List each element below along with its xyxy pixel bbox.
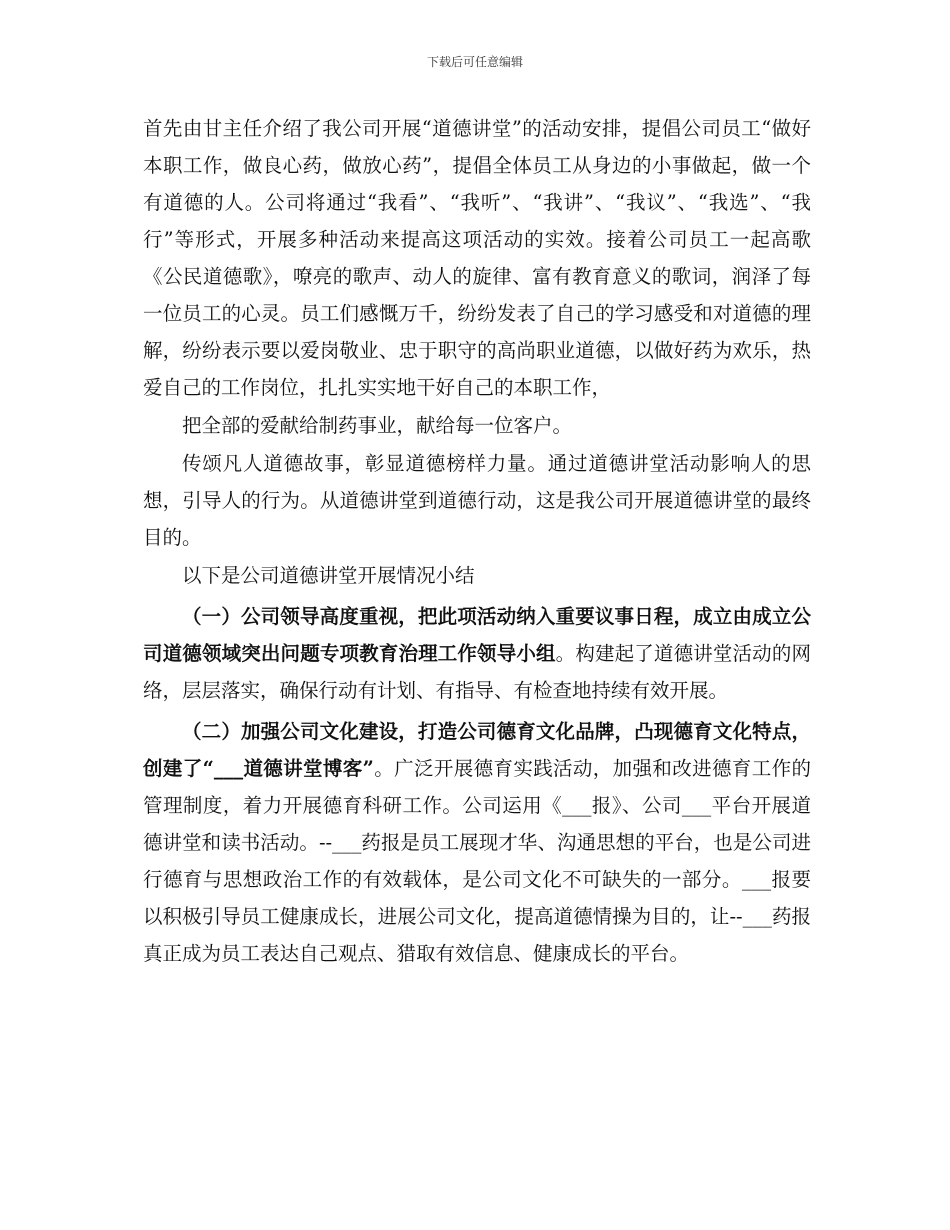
paragraph-moral-stories: 传颂凡人道德故事，彰显道德榜样力量。通过道德讲堂活动影响人的思想，引导人的行为。从道德讲堂到道德行动，这是我公司开展道德讲堂的最终目的。 — [143, 452, 811, 549]
paragraph-activity-intro: 首先由甘主任介绍了我公司开展“道德讲堂”的活动安排，提倡公司员工“做好本职工作，做良心药，做放心药”，提倡全体员工从身边的小事做起，做一个有道德的人。公司将通过“我看”、“我听”、“我讲”、“我议”、“我选”、“我行”等形式，开展多种活动来提高这项活动的实效。接着公司员工一起高歌《公民道德歌》，嘹亮的歌声、动人的旋律、富有教育意义的歌词，润泽了每一位员工的心灵。员工们感慨万千，纷纷发表了自己的学习感受和对道德的理解，纷纷表示要以爱岗敬业、忠于职守的高尚职业道德，以做好药为欢乐，热爱自己的工作岗位，扎扎实实地干好自己的本职工作， — [143, 117, 811, 399]
paragraph-dedication: 把全部的爱献给制药事业，献给每一位客户。 — [182, 414, 573, 437]
section-one-body: 。构建起了道德讲堂活动的网络，层层落实，确保行动有计划、有指导、有检查地持续有效开展。 — [143, 642, 811, 702]
section-one-heading: （一）公司领导高度重视，把此项活动纳入重要议事日程，成立由成立公司道德领域突出问题专项教育治理工作领导小组 — [143, 605, 811, 665]
section-two-body: 。广泛开展德育实践活动，加强和改进德育工作的管理制度，着力开展德育科研工作。公司运用《___报》、公司___平台开展道德讲堂和读书活动。--___药报是员工展现才华、沟通思想的平台，也是公司进行德育与思想政治工作的有效载体，是公司文化不可缺失的一部分。___报要以积极引导员工健康成长，进展公司文化，提高道德情操为目的，让--___药报真正成为员工表达自己观点、猎取有效信息、健康成长的平台。 — [143, 757, 811, 965]
paragraph-summary-intro: 以下是公司道德讲堂开展情况小结 — [182, 564, 475, 587]
paragraph-section-two — [143, 713, 811, 972]
document-body — [143, 110, 811, 972]
paragraph-section-one — [143, 598, 811, 709]
section-two-heading: （二）加强公司文化建设，打造公司德育文化品牌，凸现德育文化特点，创建了“___道德讲堂博客” — [143, 720, 811, 780]
page-header: 下载后可任意编辑 — [426, 55, 523, 69]
